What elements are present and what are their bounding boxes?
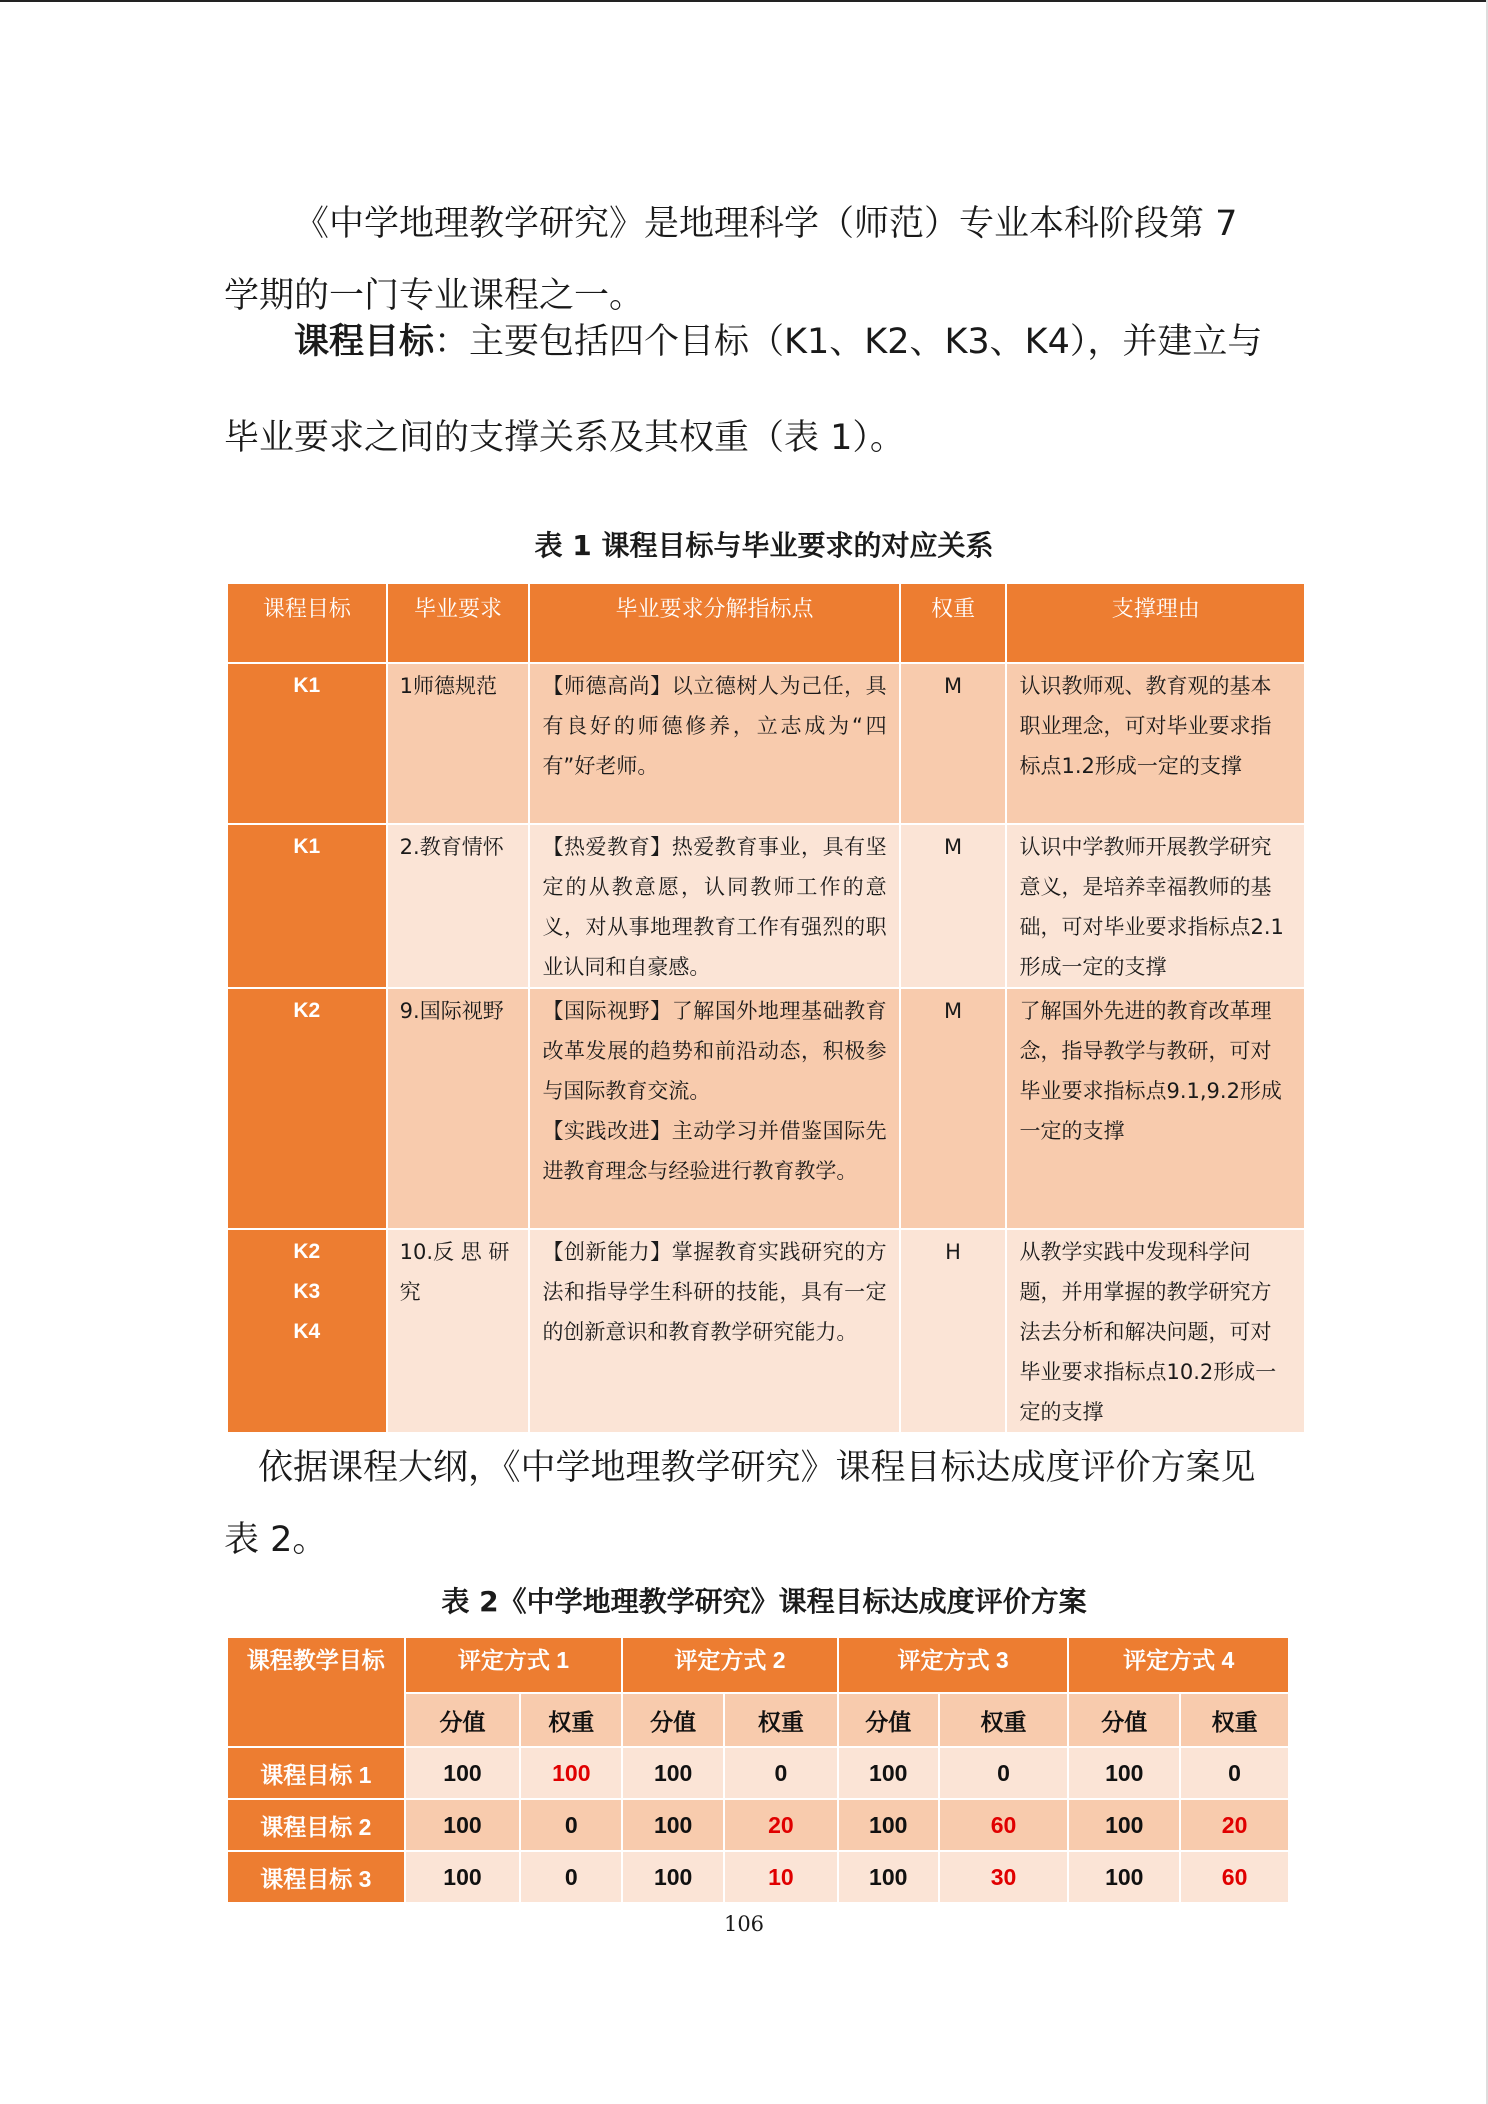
cell-requirement: 10.反 思 研究 xyxy=(387,1229,530,1433)
cell-requirement: 1师德规范 xyxy=(387,663,530,824)
cell-goal: K2 xyxy=(227,988,387,1229)
table-row xyxy=(227,1799,1289,1851)
cell-requirement: 2.教育情怀 xyxy=(387,824,530,988)
mid-line-1: 依据课程大纲，《中学地理教学研究》课程目标达成度评价方案见 xyxy=(258,1448,1256,1488)
header-goal: 课程目标 xyxy=(227,583,387,663)
indicator-text-2: 【实践改进】主动学习并借鉴国际先进教育理念与经验进行教育教学。 xyxy=(542,1119,887,1183)
header-method-4: 评定方式 4 xyxy=(1068,1637,1289,1693)
row-label: 课程目标 3 xyxy=(227,1851,405,1903)
table-2-header-row xyxy=(227,1637,1289,1693)
score-cell: 100 xyxy=(838,1851,939,1903)
intro-paragraph xyxy=(224,188,1264,332)
cell-indicator xyxy=(529,988,899,1229)
score-cell: 100 xyxy=(838,1799,939,1851)
weight-cell: 0 xyxy=(1180,1747,1289,1799)
table-row xyxy=(227,1851,1289,1903)
subheader-score: 分值 xyxy=(622,1693,724,1747)
score-cell: 100 xyxy=(405,1851,521,1903)
score-cell: 100 xyxy=(405,1799,521,1851)
cell-requirement: 9.国际视野 xyxy=(387,988,530,1229)
score-cell: 100 xyxy=(1068,1851,1180,1903)
cell-indicator: 【热爱教育】热爱教育事业，具有坚定的从教意愿，认同教师工作的意义，对从事地理教育工作有强烈的职业认同和自豪感。 xyxy=(529,824,899,988)
subheader-score: 分值 xyxy=(405,1693,521,1747)
score-cell: 100 xyxy=(622,1851,724,1903)
subheader-weight: 权重 xyxy=(939,1693,1069,1747)
cell-weight: M xyxy=(900,824,1007,988)
goal-label: 课程目标 xyxy=(294,322,435,362)
score-cell: 100 xyxy=(1068,1799,1180,1851)
weight-cell: 0 xyxy=(939,1747,1069,1799)
header-requirement: 毕业要求 xyxy=(387,583,530,663)
table-row xyxy=(227,988,1305,1229)
subheader-weight: 权重 xyxy=(724,1693,838,1747)
row-label: 课程目标 1 xyxy=(227,1747,405,1799)
table-row xyxy=(227,663,1305,824)
cell-weight: M xyxy=(900,663,1007,824)
cell-goal: K1 xyxy=(227,663,387,824)
table-1-caption: 表 1 课程目标与毕业要求的对应关系 xyxy=(534,529,994,562)
goal-paragraph xyxy=(224,318,1264,366)
cell-reason: 了解国外先进的教育改革理念，指导教学与教研，可对毕业要求指标点9.1,9.2形成一定的支撑 xyxy=(1006,988,1305,1229)
goal-paragraph-line-2 xyxy=(224,408,1264,468)
cell-weight: H xyxy=(900,1229,1007,1433)
score-cell: 100 xyxy=(405,1747,521,1799)
header-method-1: 评定方式 1 xyxy=(405,1637,623,1693)
header-reason: 支撑理由 xyxy=(1006,583,1305,663)
cell-indicator: 【师德高尚】以立德树人为己任，具有良好的师德修养，立志成为“四有”好老师。 xyxy=(529,663,899,824)
intro-line-2: 学期的一门专业课程之一。 xyxy=(224,276,645,316)
goal-k3: K3 xyxy=(293,1280,321,1303)
header-method-2: 评定方式 2 xyxy=(622,1637,838,1693)
cell-reason: 认识教师观、教育观的基本职业理念，可对毕业要求指标点1.2形成一定的支撑 xyxy=(1006,663,1305,824)
intro-line-1: 《中学地理教学研究》是地理科学（师范）专业本科阶段第 7 xyxy=(294,204,1238,244)
weight-cell: 60 xyxy=(939,1799,1069,1851)
cell-goal xyxy=(227,1229,387,1433)
table-row xyxy=(227,1229,1305,1433)
indicator-text-1: 【国际视野】了解国外地理基础教育改革发展的趋势和前沿动态，积极参与国际教育交流。 xyxy=(542,999,887,1103)
weight-cell: 60 xyxy=(1180,1851,1289,1903)
table-1 xyxy=(226,582,1306,1434)
mid-line-2: 表 2。 xyxy=(224,1520,328,1560)
score-cell: 100 xyxy=(622,1799,724,1851)
row-label: 课程目标 2 xyxy=(227,1799,405,1851)
mid-paragraph xyxy=(224,1432,1264,1576)
table-row xyxy=(227,1747,1289,1799)
weight-cell: 20 xyxy=(724,1799,838,1851)
subheader-weight: 权重 xyxy=(1180,1693,1289,1747)
subheader-weight: 权重 xyxy=(520,1693,622,1747)
goal-k4: K4 xyxy=(293,1320,321,1343)
cell-goal: K1 xyxy=(227,824,387,988)
weight-cell: 10 xyxy=(724,1851,838,1903)
cell-indicator: 【创新能力】掌握教育实践研究的方法和指导学生科研的技能，具有一定的创新意识和教育教学研究能力。 xyxy=(529,1229,899,1433)
score-cell: 100 xyxy=(622,1747,724,1799)
table-2-caption: 表 2《中学地理教学研究》课程目标达成度评价方案 xyxy=(441,1585,1087,1618)
goal-text-2: 毕业要求之间的支撑关系及其权重（表 1）。 xyxy=(224,418,905,458)
table-row xyxy=(227,824,1305,988)
score-cell: 100 xyxy=(1068,1747,1180,1799)
weight-cell: 0 xyxy=(520,1799,622,1851)
table-2 xyxy=(226,1636,1290,1904)
score-cell: 100 xyxy=(838,1747,939,1799)
cell-reason: 认识中学教师开展教学研究意义，是培养幸福教师的基础，可对毕业要求指标点2.1形成一定的支撑 xyxy=(1006,824,1305,988)
page-top-border xyxy=(0,0,1488,2)
goal-k2: K2 xyxy=(293,1240,321,1263)
table-1-header-row xyxy=(227,583,1305,663)
header-course-goal: 课程教学目标 xyxy=(227,1637,405,1747)
weight-cell: 0 xyxy=(724,1747,838,1799)
weight-cell: 20 xyxy=(1180,1799,1289,1851)
header-indicator: 毕业要求分解指标点 xyxy=(529,583,899,663)
subheader-score: 分值 xyxy=(838,1693,939,1747)
weight-cell: 0 xyxy=(520,1851,622,1903)
weight-cell: 100 xyxy=(520,1747,622,1799)
page-number: 106 xyxy=(723,1912,765,1936)
subheader-score: 分值 xyxy=(1068,1693,1180,1747)
header-weight: 权重 xyxy=(900,583,1007,663)
header-method-3: 评定方式 3 xyxy=(838,1637,1069,1693)
goal-text-1: ：主要包括四个目标（K1、K2、K3、K4），并建立与 xyxy=(434,322,1263,362)
cell-weight: M xyxy=(900,988,1007,1229)
weight-cell: 30 xyxy=(939,1851,1069,1903)
cell-reason: 从教学实践中发现科学问题，并用掌握的教学研究方法去分析和解决问题，可对毕业要求指标点10.2形成一定的支撑 xyxy=(1006,1229,1305,1433)
